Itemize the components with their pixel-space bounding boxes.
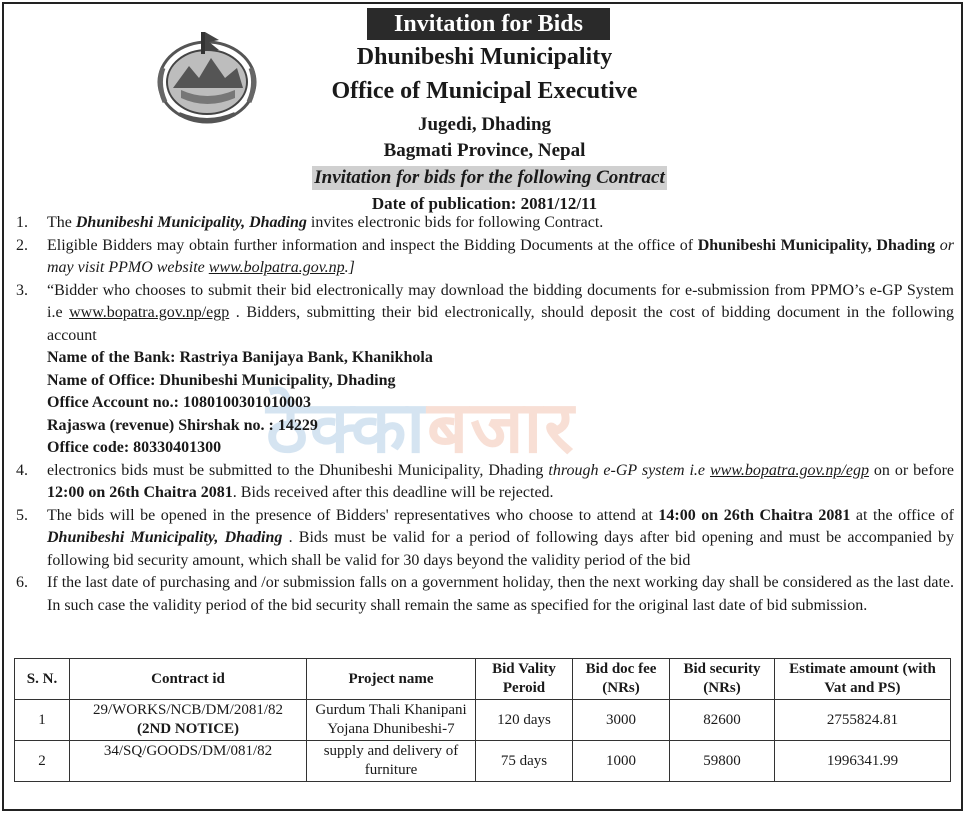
province: Bagmati Province, Nepal	[383, 140, 586, 161]
account-number: Office Account no.: 1080100301010003	[47, 394, 311, 411]
egp-link-2[interactable]: www.bopatra.gov.np/egp	[709, 461, 869, 479]
col-validity: Bid Vality Peroid	[476, 659, 573, 700]
table-row: 2 34/SQ/GOODS/DM/081/82 supply and delivery of furniture 75 days 1000 59800 1996341.99	[15, 741, 951, 782]
watermark-part-2: बजार	[427, 385, 576, 469]
notice-tag: (2ND NOTICE)	[136, 721, 240, 737]
list-item: 1. The Dhunibeshi Municipality, Dhading invites electronic bids for following Contract.	[16, 214, 604, 231]
col-estimate: Estimate amount (with Vat and PS)	[775, 659, 951, 700]
table-header-row	[15, 659, 951, 700]
egp-link[interactable]: www.bopatra.gov.np/egp	[69, 304, 230, 321]
table-row: 1 29/WORKS/NCB/DM/2081/82 (2ND NOTICE) Gurdum Thali Khanipani Yojana Dhunibeshi-7 120 days 3000 82600 2755824.81	[15, 700, 951, 741]
col-sn: S. N.	[15, 659, 70, 700]
list-item: 4. electronics bids must be submitted to the Dhunibeshi Municipality, Dhading through e-GP system i.e www.bopatra.gov.np/egp on or before 12:00 on 26th Chaitra 2081. Bids received after this deadline will be rejected.	[16, 461, 955, 501]
list-item: 6. If the last date of purchasing and /or submission falls on a government holiday, then the next working day shall be considered as the last date. In such case the validity period of the bid security shall remain the same as specified for the original last date of bid submission.	[16, 574, 954, 614]
notice-page	[2, 2, 963, 811]
list-item: 5. The bids will be opened in the presence of Bidders' representatives who choose to attend at 14:00 on 26th Chaitra 2081 at the office of Dhunibeshi Municipality, Dhading . Bids must be valid for a period of following days after bid opening and must be accompanied by following bid security amount, which shall be valid for 30 days beyond the validity period of the bid	[16, 506, 955, 569]
municipality-name: Dhunibeshi Municipality	[356, 44, 613, 70]
ppmo-website-link[interactable]: www.bolpatra.gov.np	[208, 259, 345, 276]
notice-body	[16, 212, 954, 617]
col-contract-id: Contract id	[70, 659, 307, 700]
list-item: 2. Eligible Bidders may obtain further information and inspect the Bidding Documents at the office of Dhunibeshi Municipality, Dhading or may visit PPMO website www.bolpatra.gov.np.]	[16, 236, 954, 276]
col-doc-fee: Bid doc fee (NRs)	[573, 659, 670, 700]
bids-table	[14, 658, 951, 782]
office-name-line: Name of Office: Dhunibeshi Municipality, Dhading	[47, 371, 396, 389]
col-project-name: Project name	[307, 659, 476, 700]
col-security: Bid security (NRs)	[670, 659, 775, 700]
contract-subtitle: Invitation for bids for the following Contract	[312, 166, 667, 190]
location: Jugedi, Dhading	[417, 114, 552, 135]
bank-name: Name of the Bank: Rastriya Banijaya Bank, Khanikhola	[47, 349, 433, 366]
list-item: 3. “Bidder who chooses to submit their bid electronically may download the bidding documents for e-submission from PPMO’s e-GP System i.e www.bopatra.gov.np/egp . Bidders, submitting their bid electronically, should deposit the cost of bidding document in the following account	[16, 281, 955, 344]
bank-account-details	[16, 347, 954, 460]
office-code: Office code: 80330401300	[47, 439, 222, 456]
revenue-heading: Rajaswa (revenue) Shirshak no. : 14229	[47, 416, 318, 434]
notice-title: Invitation for Bids	[367, 8, 610, 40]
watermark-part-1: ठेक्का	[266, 385, 428, 469]
publication-date: Date of publication: 2081/12/11	[371, 194, 598, 213]
office-name: Office of Municipal Executive	[331, 78, 638, 104]
